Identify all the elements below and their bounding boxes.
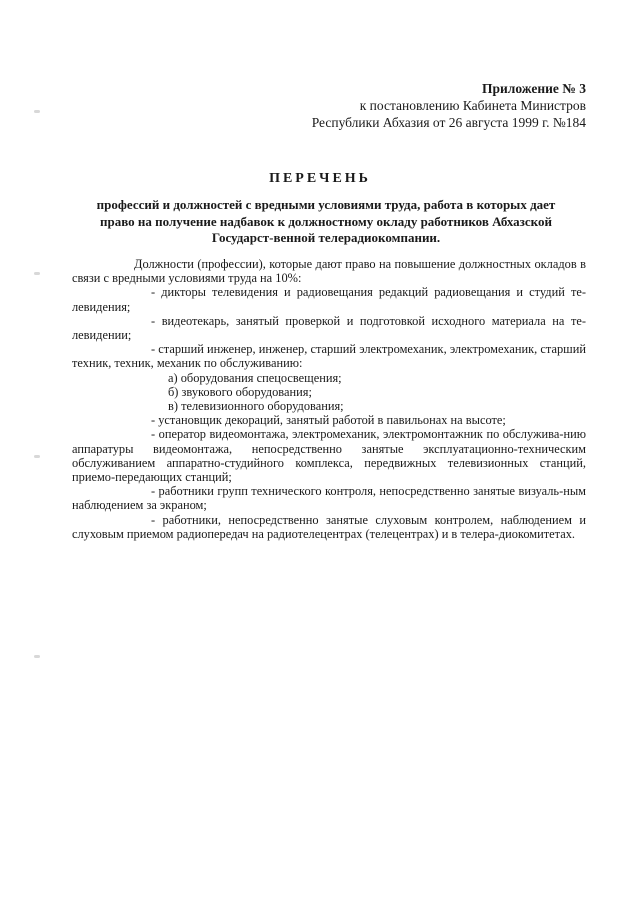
- appendix-line-1: к постановлению Кабинета Министров: [359, 98, 586, 113]
- list-item: - установщик декораций, занятый работой в павильонах на высоте;: [151, 413, 506, 428]
- sub-item: а) оборудования спецосвещения;: [168, 370, 342, 385]
- sub-item: в) телевизионного оборудования;: [168, 399, 344, 414]
- scan-mark: [34, 110, 40, 113]
- list-item: - старший инженер, инженер, старший электромеханик, электромеханик, старший техник, техник, механик по обслуживанию:: [72, 342, 586, 371]
- appendix-block: [312, 80, 586, 131]
- scan-mark: [34, 455, 40, 458]
- appendix-title: Приложение № 3: [482, 81, 586, 96]
- intro-paragraph: Должности (профессии), которые дают право на повышение должностных окладов в связи с вредными условиями труда на 10%:: [72, 257, 586, 286]
- scan-mark: [34, 272, 40, 275]
- document-subtitle: профессий и должностей с вредными условиями труда, работа в которых дает право на получение надбавок к должностному окладу работников Абхазской Государст-венной телерадиокомпании.: [96, 197, 556, 245]
- list-item: - дикторы телевидения и радиовещания редакций радиовещания и студий те-левидения;: [72, 285, 586, 314]
- scan-mark: [34, 655, 40, 658]
- sub-item: б) звукового оборудования;: [168, 384, 312, 399]
- list-item: - видеотекарь, занятый проверкой и подготовкой исходного материала на те-левидении;: [72, 313, 586, 343]
- appendix-line-2: Республики Абхазия от 26 августа 1999 г. №184: [311, 115, 586, 130]
- list-item: - оператор видеомонтажа, электромеханик, электромонтажник по обслужива-нию аппаратуры видеомонтажа, непосредственно занятые эксплуатационно-техническим обслуживанием аппаратно-студийного комплекса, передвижных телевизионных станций, приемо-передающих станций;: [72, 427, 586, 485]
- document-heading: ПЕРЕЧЕНЬ: [269, 171, 371, 186]
- document-body: [72, 257, 586, 541]
- list-item: - работники, непосредственно занятые слуховым контролем, наблюдением и слуховым приемом радиопередач на радиотелецентрах (телецентрах) и в телера-диокомитетах.: [72, 512, 586, 541]
- list-item: - работники групп технического контроля, непосредственно занятые визуаль-ным наблюдением за экраном;: [72, 484, 586, 513]
